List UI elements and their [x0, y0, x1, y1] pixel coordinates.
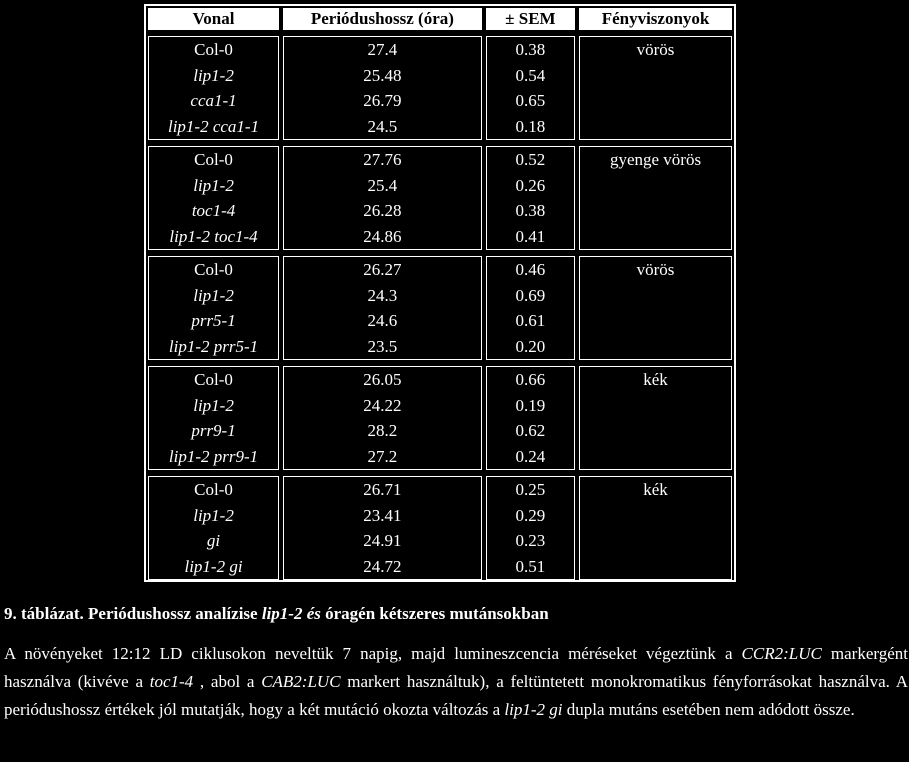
period-cell: 25.48	[363, 65, 402, 85]
sem-column	[486, 366, 575, 470]
caption-title-prefix: 9. táblázat. Periódushossz analízise	[4, 604, 262, 623]
caption-text-part: markergént használva (kivéve a	[4, 644, 908, 691]
sem-cell: 0.24	[515, 446, 546, 466]
line-cell: toc1-4	[191, 201, 236, 220]
line-cell: lip1-2 gi	[184, 556, 243, 576]
line-cell: Col-0	[194, 260, 233, 279]
line-cell: lip1-2	[193, 65, 234, 85]
line-cell: Col-0	[194, 40, 233, 59]
sem-cell: 0.23	[515, 531, 546, 550]
line-column	[148, 36, 279, 140]
sem-cell: 0.38	[515, 40, 546, 59]
line-column	[148, 366, 279, 470]
line-cell: Col-0	[194, 150, 233, 169]
sem-cell: 0.66	[515, 370, 546, 389]
sem-cell: 0.54	[515, 65, 546, 85]
line-cell: Col-0	[194, 480, 233, 499]
caption-marker-ccr2: CCR2:LUC	[741, 644, 822, 663]
line-cell: lip1-2	[193, 395, 234, 415]
line-column	[148, 476, 279, 580]
caption-text-part: markert használtuk), a feltüntetett monokromatikus fényforrásokat használva. A periódushossz értékek jól mutatják, hogy a két mutáció okozta változás a	[4, 672, 908, 719]
period-cell: 25.4	[367, 175, 398, 195]
sem-cell: 0.52	[515, 150, 546, 169]
period-column	[283, 146, 482, 250]
sem-column	[486, 256, 575, 360]
header-light-condition: Fényviszonyok	[579, 8, 732, 30]
line-cell: Col-0	[194, 370, 233, 389]
sem-cell: 0.62	[515, 421, 546, 440]
sem-cell: 0.69	[515, 285, 546, 305]
period-cell: 26.79	[363, 91, 402, 110]
caption-text-part: , abol a	[193, 672, 262, 691]
line-cell: lip1-2	[193, 175, 234, 195]
period-cell: 26.28	[363, 201, 402, 220]
table-header-row	[146, 6, 734, 32]
condition-cell: gyenge vörös	[609, 150, 702, 169]
condition-column	[579, 36, 732, 140]
table-group	[146, 366, 734, 472]
period-cell: 24.86	[363, 226, 402, 246]
table-caption-title	[4, 604, 549, 624]
period-cell: 24.3	[367, 285, 398, 305]
condition-column	[579, 476, 732, 580]
sem-cell: 0.46	[515, 260, 546, 279]
condition-cell: kék	[643, 370, 668, 389]
period-column	[283, 36, 482, 140]
sem-cell: 0.38	[515, 201, 546, 220]
period-column	[283, 476, 482, 580]
period-cell: 24.91	[363, 531, 402, 550]
period-column	[283, 366, 482, 470]
sem-cell: 0.20	[515, 336, 546, 356]
sem-cell: 0.26	[515, 175, 546, 195]
table-group	[146, 36, 734, 142]
table-caption-text	[4, 640, 908, 724]
period-cell: 26.27	[363, 260, 402, 279]
caption-marker-cab2: CAB2:LUC	[261, 672, 341, 691]
line-cell: lip1-2 prr9-1	[168, 446, 259, 466]
table-group	[146, 256, 734, 362]
sem-cell: 0.25	[515, 480, 546, 499]
sem-column	[486, 146, 575, 250]
condition-column	[579, 146, 732, 250]
sem-cell: 0.61	[515, 311, 546, 330]
period-cell: 24.5	[367, 116, 398, 136]
sem-column	[486, 476, 575, 580]
line-cell: lip1-2 toc1-4	[169, 226, 258, 246]
line-cell: lip1-2	[193, 505, 234, 525]
condition-column	[579, 256, 732, 360]
condition-cell: vörös	[636, 260, 675, 279]
caption-text-part: dupla mutáns esetében nem adódott össze.	[562, 700, 855, 719]
sem-cell: 0.51	[515, 556, 546, 576]
line-cell: lip1-2	[193, 285, 234, 305]
sem-cell: 0.41	[515, 226, 546, 246]
period-column	[283, 256, 482, 360]
caption-mutant-lip1-gi: lip1-2 gi	[504, 700, 563, 719]
period-cell: 27.76	[363, 150, 402, 169]
period-cell: 28.2	[367, 421, 398, 440]
line-cell: prr5-1	[191, 311, 236, 330]
line-cell: lip1-2 cca1-1	[167, 116, 260, 136]
period-cell: 23.41	[363, 505, 402, 525]
condition-cell: vörös	[636, 40, 675, 59]
line-column	[148, 146, 279, 250]
period-cell: 24.72	[363, 556, 402, 576]
caption-mutant-toc1: toc1-4	[149, 672, 194, 691]
period-length-table	[144, 4, 736, 582]
line-cell: prr9-1	[191, 421, 236, 440]
period-cell: 23.5	[367, 336, 398, 356]
line-cell: lip1-2 prr5-1	[168, 336, 259, 356]
header-period: Periódushossz (óra)	[283, 8, 482, 30]
period-cell: 26.05	[363, 370, 402, 389]
line-cell: cca1-1	[190, 91, 237, 110]
caption-text-part: A növényeket 12:12 LD ciklusokon neveltük 7 napig, majd lumineszcencia méréseket végeztünk a	[4, 644, 742, 663]
line-column	[148, 256, 279, 360]
line-cell: gi	[206, 531, 221, 550]
caption-title-suffix: óragén kétszeres mutánsokban	[320, 604, 549, 623]
caption-title-italic: lip1-2 és	[261, 604, 321, 623]
sem-cell: 0.19	[515, 395, 546, 415]
period-cell: 24.6	[367, 311, 398, 330]
condition-cell: kék	[643, 480, 668, 499]
header-line: Vonal	[148, 8, 279, 30]
period-cell: 26.71	[363, 480, 402, 499]
table-group	[146, 476, 734, 582]
period-cell: 27.4	[367, 40, 398, 59]
period-cell: 24.22	[363, 395, 402, 415]
sem-column	[486, 36, 575, 140]
header-sem: ± SEM	[486, 8, 575, 30]
table-group	[146, 146, 734, 252]
sem-cell: 0.65	[515, 91, 546, 110]
sem-cell: 0.18	[515, 116, 546, 136]
condition-column	[579, 366, 732, 470]
sem-cell: 0.29	[515, 505, 546, 525]
period-cell: 27.2	[367, 446, 398, 466]
